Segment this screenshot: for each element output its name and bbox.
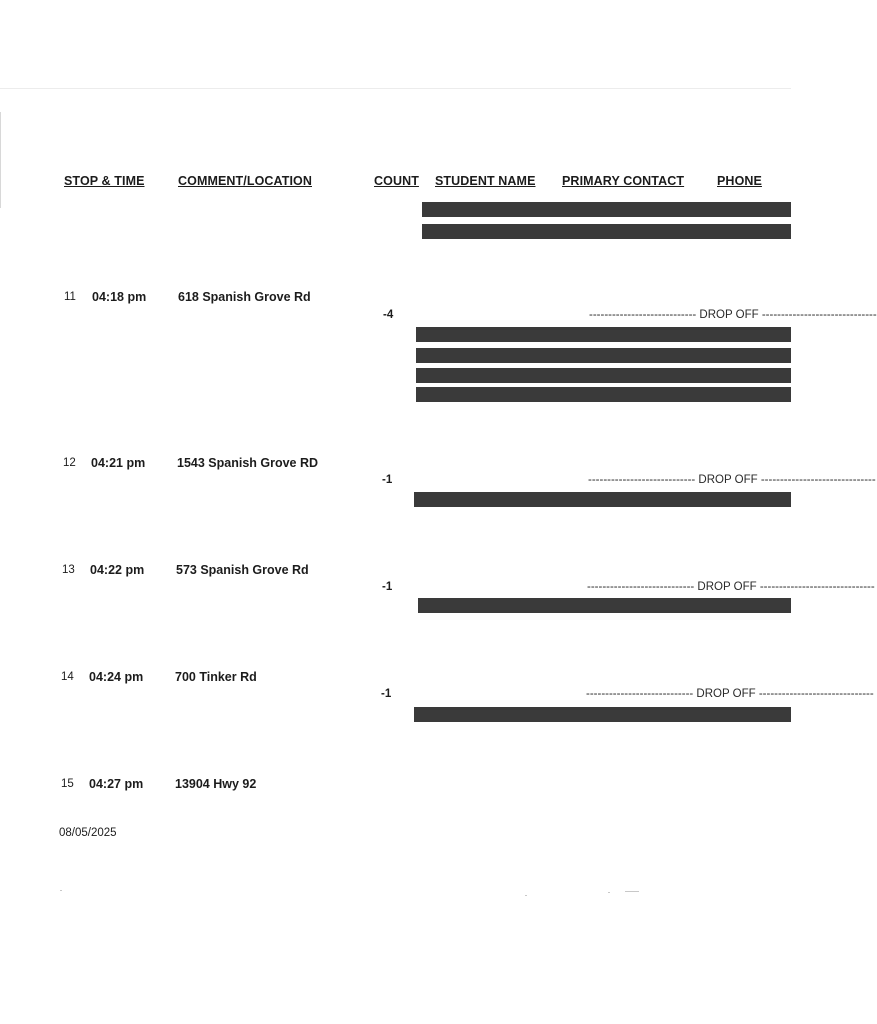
stop-time: 04:21 pm	[91, 456, 146, 470]
scan-speck	[525, 895, 527, 896]
redacted-row	[416, 327, 791, 342]
drop-off-label: ---------------------------- DROP OFF ------------------------------	[589, 309, 877, 321]
stop-location: 1543 Spanish Grove RD	[177, 456, 319, 470]
header-comment-location: COMMENT/LOCATION	[178, 174, 312, 188]
header-stop-time: STOP & TIME	[64, 174, 145, 188]
scan-speck	[60, 890, 62, 891]
stop-number: 12	[63, 457, 76, 469]
stop-count: -1	[382, 474, 393, 486]
redacted-row	[414, 707, 791, 722]
redacted-row	[416, 348, 791, 363]
stop-location: 573 Spanish Grove Rd	[176, 563, 309, 577]
scan-edge-mark	[0, 112, 1, 208]
stop-number: 15	[61, 778, 74, 790]
stop-time: 04:18 pm	[92, 290, 147, 304]
footer-date: 08/05/2025	[59, 827, 117, 839]
stop-time: 04:22 pm	[90, 563, 145, 577]
redacted-row	[422, 224, 791, 239]
stop-location: 700 Tinker Rd	[175, 670, 257, 684]
stop-number: 13	[62, 564, 75, 576]
stop-location: 13904 Hwy 92	[175, 777, 257, 791]
stop-count: -1	[381, 688, 392, 700]
stop-count: -4	[383, 309, 394, 321]
redacted-row	[416, 387, 791, 402]
header-student-name: STUDENT NAME	[435, 174, 536, 188]
header-primary-contact: PRIMARY CONTACT	[562, 174, 685, 188]
stop-number: 14	[61, 671, 74, 683]
redacted-row	[414, 492, 791, 507]
page-top-edge	[0, 88, 791, 89]
scan-speck	[625, 891, 639, 892]
stop-time: 04:24 pm	[89, 670, 144, 684]
drop-off-label: ---------------------------- DROP OFF ------------------------------	[586, 688, 874, 700]
stop-number: 11	[64, 291, 76, 303]
drop-off-label: ---------------------------- DROP OFF ------------------------------	[588, 474, 876, 486]
header-count: COUNT	[374, 174, 419, 188]
scan-speck	[608, 892, 610, 893]
stop-time: 04:27 pm	[89, 777, 144, 791]
redacted-row	[418, 598, 791, 613]
redacted-row	[422, 202, 791, 217]
stop-location: 618 Spanish Grove Rd	[178, 290, 311, 304]
stop-count: -1	[382, 581, 393, 593]
header-phone: PHONE	[717, 174, 762, 188]
redacted-row	[416, 368, 791, 383]
drop-off-label: ---------------------------- DROP OFF ------------------------------	[587, 581, 875, 593]
